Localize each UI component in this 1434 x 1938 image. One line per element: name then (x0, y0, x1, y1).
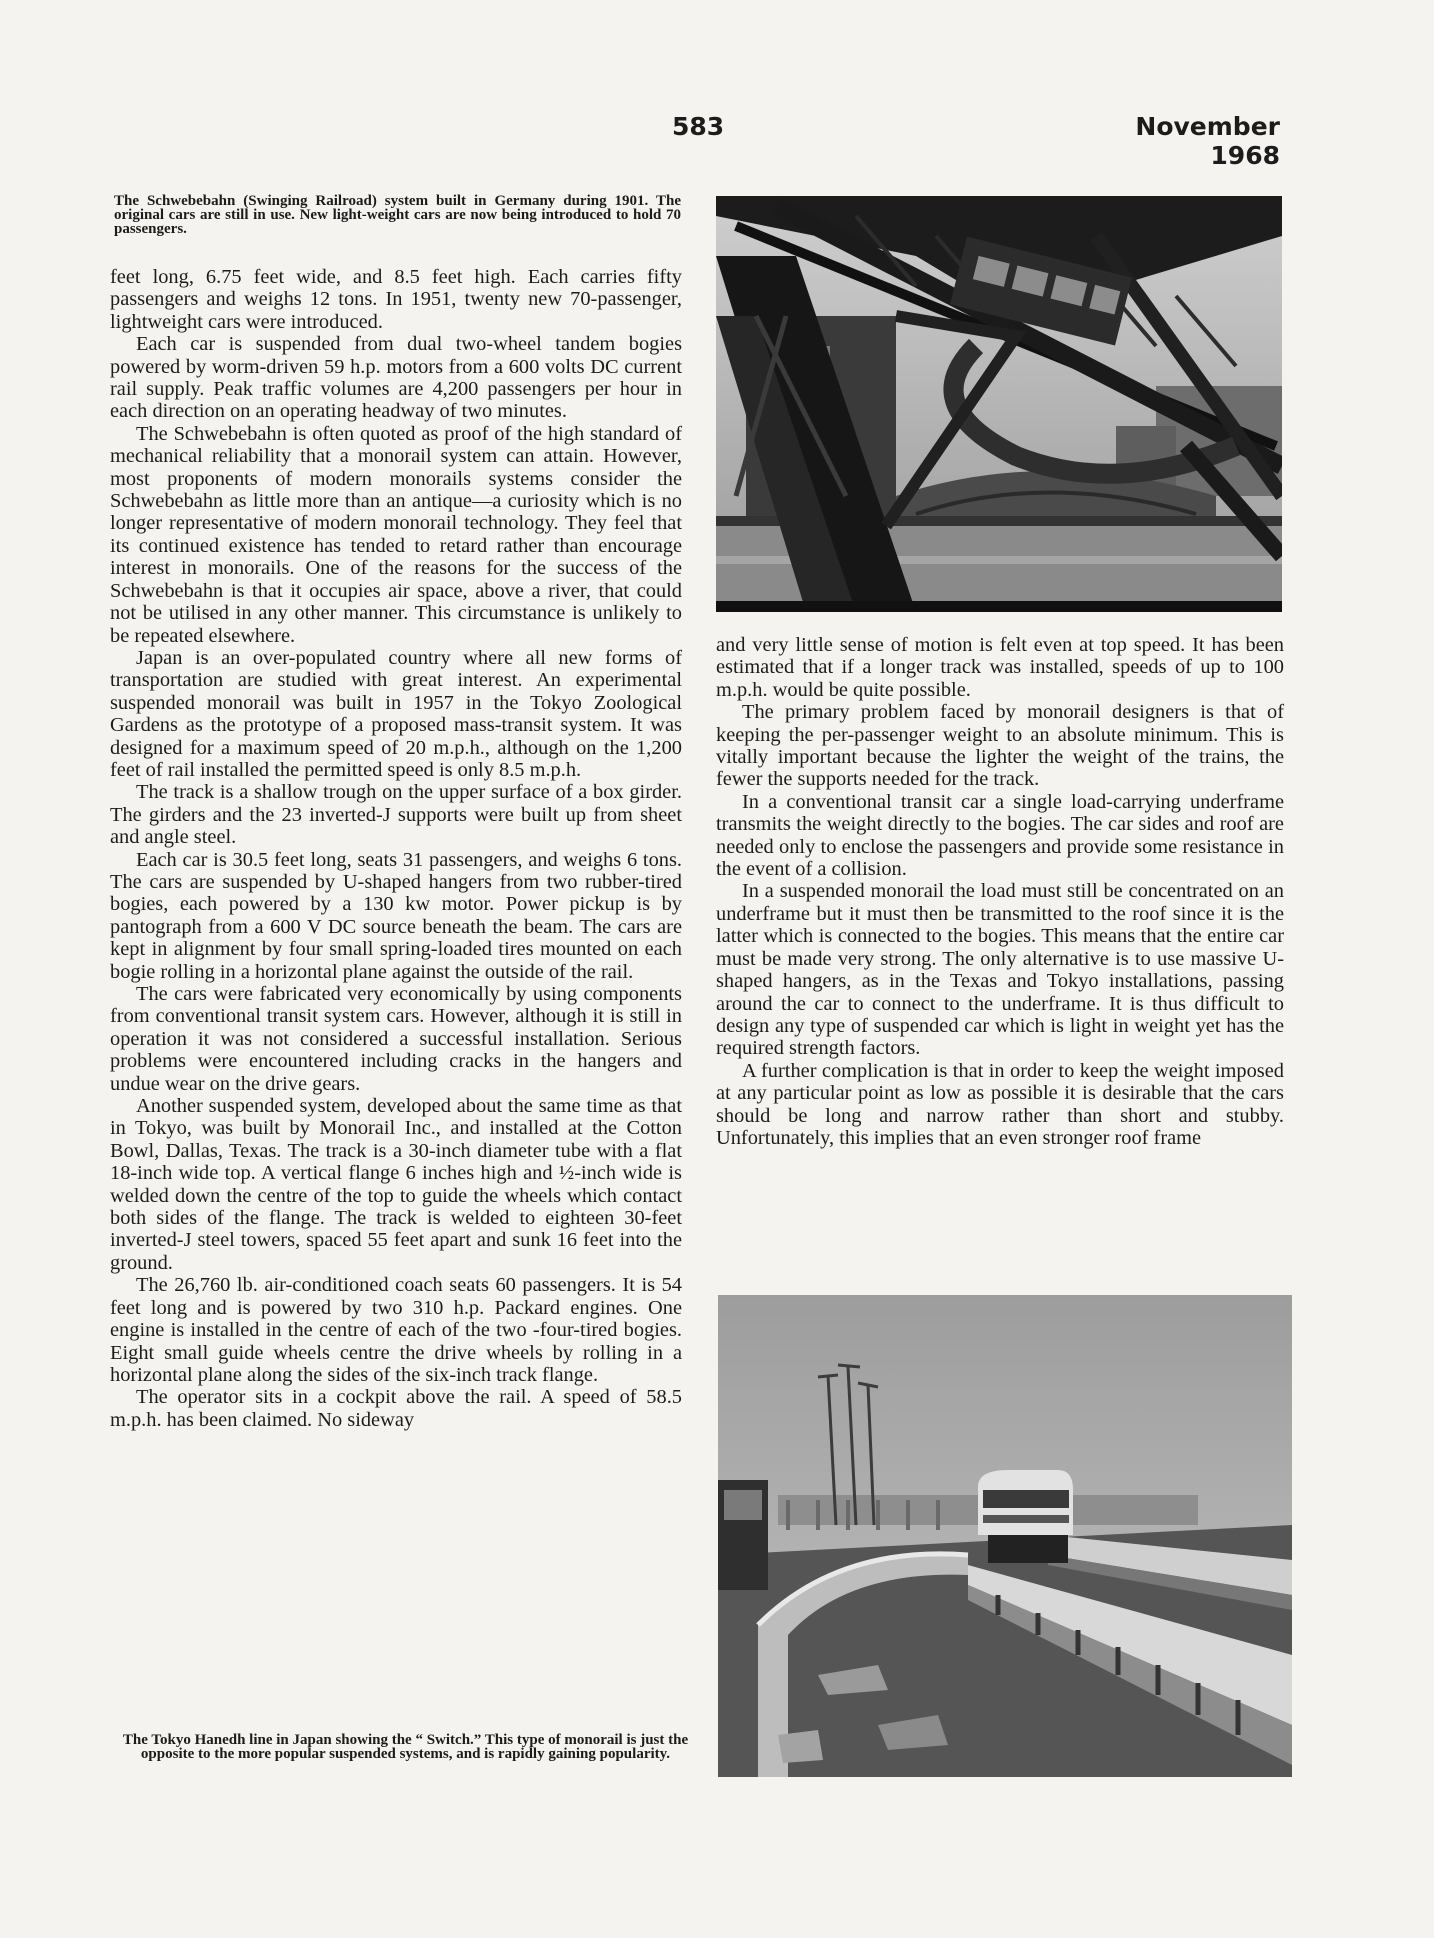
left-column (110, 266, 682, 1431)
paragraph: Japan is an over-populated country where all new forms of transportation are studied with great interest. An experimental suspended monorail was built in 1957 in the Tokyo Zoological Gardens as the prototype of a proposed mass-transit system. It was designed for a maximum speed of 20 m.p.h., although on the 1,200 feet of rail installed the permitted speed is only 8.5 m.p.h. (110, 646, 682, 781)
page-number: 583 (672, 112, 725, 141)
photo-schwebebahn (716, 196, 1282, 612)
paragraph: The 26,760 lb. air-conditioned coach seats 60 passengers. It is 54 feet long and is powered by two 310 h.p. Packard engines. One engine is installed in the centre of each of the two -four-tired bogies. Eight small guide wheels centre the drive wheels by rolling in a horizontal plane along the sides of the six-inch track flange. (110, 1274, 682, 1386)
paragraph: The track is a shallow trough on the upper surface of a box girder. The girders and the 23 inverted-J supports were built up from sheet and angle steel. (110, 781, 682, 849)
paragraph: A further complication is that in order to keep the weight imposed at any particular point as low as possible it is desirable that the cars should be long and narrow rather than short and stubby. Unfortunately, this implies that an even stronger roof frame (716, 1059, 1284, 1149)
paragraph: and very little sense of motion is felt even at top speed. It has been estimated that if a longer track was installed, speeds of up to 100 m.p.h. would be quite possible. (716, 634, 1284, 701)
paragraph: In a conventional transit car a single load-carrying underframe transmits the weight directly to the bogies. The car sides and roof are needed only to enclose the passengers and provide some resistance in the event of a collision. (716, 790, 1284, 881)
paragraph: The Schwebebahn is often quoted as proof of the high standard of mechanical reliability that a monorail system can attain. However, most proponents of modern monorails systems consider the Schwebebahn as little more than an antique—a curiosity which is no longer representative of modern monorail technology. They feel that its continued existence has tended to retard rather than encourage interest in monorails. One of the reasons for the success of the Schwebebahn is that it occupies air space, above a river, that could not be utilised in any other manner. This circumstance is unlikely to be repeated elsewhere. (110, 422, 682, 647)
paragraph: Each car is 30.5 feet long, seats 31 passengers, and weighs 6 tons. The cars are suspended by U-shaped hangers from two rubber-tired bogies, each powered by a 130 kw motor. Power pickup is by pantograph from a 600 V DC source beneath the beam. The cars are kept in alignment by four small spring-loaded tires mounted on each bogie rolling in a horizontal plane against the outside of the rail. (110, 848, 682, 983)
paragraph: The operator sits in a cockpit above the rail. A speed of 58.5 m.p.h. has been claimed. No sideway (110, 1386, 682, 1431)
paragraph: The cars were fabricated very economically by using components from conventional transit system cars. However, although it is still in operation it was not considered a successful installation. Serious problems were encountered including cracks in the hangers and undue wear on the drive gears. (110, 983, 682, 1095)
photo-tokyo-monorail (718, 1295, 1292, 1777)
paragraph: The primary problem faced by monorail designers is that of keeping the per-passenger weight to an absolute minimum. This is vitally important because the lighter the weight of the trains, the fewer the supports needed for the track. (716, 701, 1284, 791)
caption-schwebebahn: The Schwebebahn (Swinging Railroad) system built in Germany during 1901. The original cars are still in use. New light-weight cars are now being introduced to hold 70 passengers. (114, 193, 681, 237)
issue-date: November 1968 (1135, 112, 1280, 170)
paragraph: In a suspended monorail the load must still be concentrated on an underframe but it must then be transmitted to the roof since it is the latter which is connected to the bogies. This means that the entire car must be made very strong. The only alternative is to use massive U-shaped hangers, as in the Texas and Tokyo installations, passing around the car to connect to the underframe. It is thus difficult to design any type of suspended car which is light in weight yet has the required strength factors. (716, 880, 1284, 1060)
paragraph: Another suspended system, developed about the same time as that in Tokyo, was built by Monorail Inc., and installed at the Cotton Bowl, Dallas, Texas. The track is a 30-inch diameter tube with a flat 18-inch wide top. A vertical flange 6 inches high and ½-inch wide is welded down the centre of the top to guide the wheels which contact both sides of the flange. The track is welded to eighteen 30-feet inverted-J steel towers, spaced 55 feet apart and sunk 16 feet into the ground. (110, 1095, 682, 1274)
paragraph: Each car is suspended from dual two-wheel tandem bogies powered by worm-driven 59 h.p. motors from a 600 volts DC current rail supply. Peak traffic volumes are 4,200 passengers per hour in each direction on an operating headway of two minutes. (110, 333, 682, 423)
paragraph: feet long, 6.75 feet wide, and 8.5 feet high. Each carries fifty passengers and weighs 12 tons. In 1951, twenty new 70-passenger, lightweight cars were introduced. (110, 266, 682, 333)
caption-tokyo-haneda: The Tokyo Hanedh line in Japan showing the “ Switch.” This type of monorail is just the opposite to the more popular suspended systems, and is rapidly gaining popularity. (122, 1732, 689, 1762)
right-column (716, 634, 1284, 1149)
